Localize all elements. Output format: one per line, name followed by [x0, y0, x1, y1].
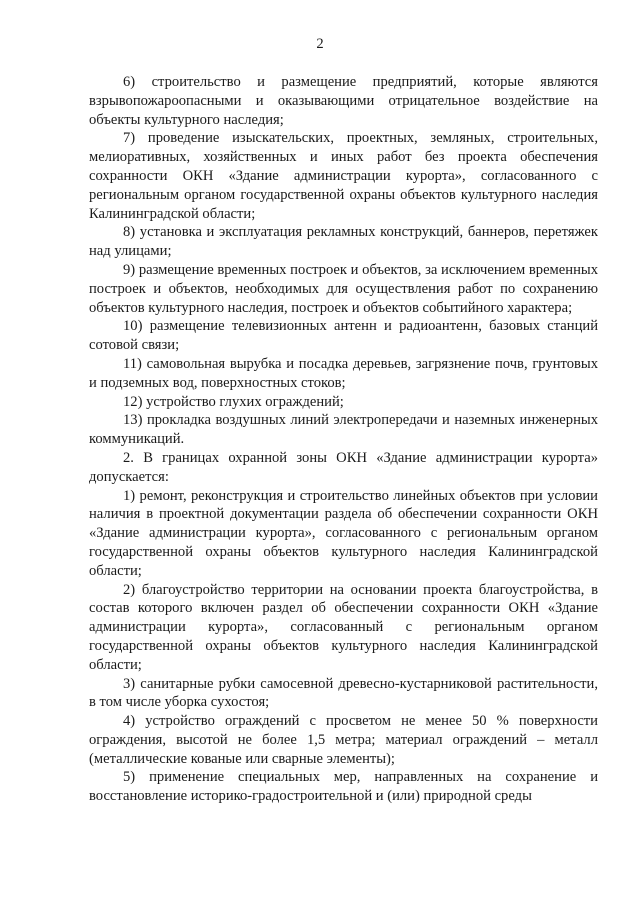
paragraph-item-6-prohibition: 6) строительство и размещение предприятий, которые являются взрывопожароопасными и оказывающими отрицательное воздействие на объекты культурного наследия; — [89, 74, 598, 128]
paragraph-item-4-permission: 4) устройство ограждений с просветом не менее 50 % поверхности ограждения, высотой не более 1,5 метра; материал ограждений – металл (металлические кованые или сварные элементы); — [89, 713, 598, 767]
document-body — [89, 73, 598, 806]
paragraph-item-13-prohibition: 13) прокладка воздушных линий электропередачи и наземных инженерных коммуникаций. — [89, 412, 598, 448]
paragraph-item-12-prohibition: 12) устройство глухих ограждений; — [123, 393, 344, 410]
paragraph-item-8-prohibition: 8) установка и эксплуатация рекламных конструкций, баннеров, перетяжек над улицами; — [89, 224, 598, 260]
paragraph-item-5-permission: 5) применение специальных мер, направленных на сохранение и восстановление историко-градостроительной и (или) природной среды — [89, 769, 598, 805]
paragraph-item-11-prohibition: 11) самовольная вырубка и посадка деревьев, загрязнение почв, грунтовых и подземных вод, поверхностных стоков; — [89, 355, 598, 391]
paragraph-item-1-permission: 1) ремонт, реконструкция и строительство линейных объектов при условии наличия в проектной документации раздела об обеспечении сохранности ОКН «Здание администрации курорта», согласованного с региональным органом государственной охраны объектов культурного наследия Калининградской области; — [89, 487, 598, 579]
paragraph-item-9-prohibition: 9) размещение временных построек и объектов, за исключением временных построек и объектов, необходимых для осуществления работ по сохранению объектов культурного наследия, построек и объектов событийного характера; — [89, 261, 598, 316]
section-2-heading: 2. В границах охранной зоны ОКН «Здание администрации курорта» допускается: — [89, 449, 598, 485]
paragraph-item-3-permission: 3) санитарные рубки самосевной древесно-кустарниковой растительности, в том числе уборка сухостоя; — [89, 675, 598, 711]
paragraph-item-2-permission: 2) благоустройство территории на основании проекта благоустройства, в состав которого включен раздел об обеспечении сохранности ОКН «Здание администрации курорта», согласованный с региональным органом государственной охраны объектов культурного наследия Калининградской области; — [89, 581, 598, 673]
paragraph-item-10-prohibition: 10) размещение телевизионных антенн и радиоантенн, базовых станций сотовой связи; — [89, 318, 598, 354]
page-number: 2 — [316, 36, 324, 52]
paragraph-item-7-prohibition: 7) проведение изыскательских, проектных, земляных, строительных, мелиоративных, хозяйственных и иных работ без проекта обеспечения сохранности ОКН «Здание администрации курорта», согласованного с региональным органом государственной охраны объектов культурного наследия Калининградской области; — [89, 130, 598, 222]
